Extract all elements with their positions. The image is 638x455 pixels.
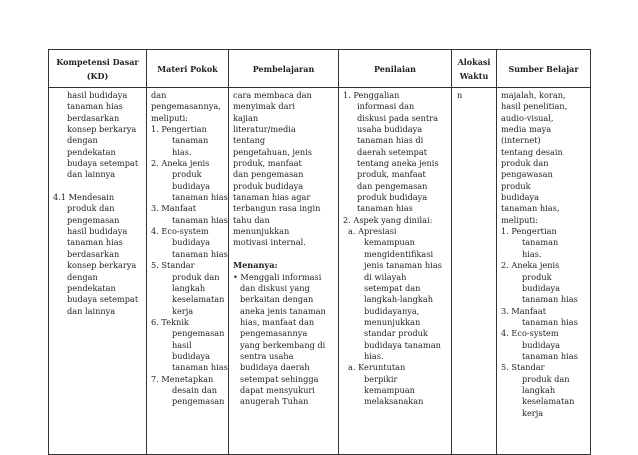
sumber-line: majalah, koran, — [501, 90, 566, 100]
kd-line: konsep berkarya — [67, 260, 137, 271]
sumber-line: produk dan — [522, 373, 570, 384]
pembelajaran-line: cara membaca dan — [233, 90, 312, 100]
sumber-line: produk dan — [501, 158, 549, 169]
sumber-line: tanaman — [522, 237, 559, 248]
header-pembelajaran: Pembelajaran — [229, 50, 339, 88]
sumber-line: hias. — [522, 248, 542, 259]
materi-line: pengemasan — [172, 396, 225, 407]
header-materi: Materi Pokok — [147, 50, 229, 88]
penilaian-line: berpikir — [364, 373, 398, 384]
pembelajaran-line: dan diskusi yang — [240, 282, 310, 293]
pembelajaran-line: tentang — [233, 135, 266, 146]
materi-line: 4. Eco-system — [151, 226, 209, 237]
materi-line: dan — [151, 90, 167, 100]
materi-line: pengemasan — [172, 328, 225, 339]
kd-line: budaya setempat — [67, 158, 139, 169]
penilaian-line: jenis tanaman hias — [364, 260, 442, 271]
penilaian-line: daerah setempat — [357, 146, 427, 157]
materi-line: budidaya — [172, 237, 211, 248]
sumber-line: produk — [522, 271, 552, 282]
sumber-line: audio-visual, — [501, 112, 554, 123]
pembelajaran-line: produk budidaya — [233, 180, 304, 191]
pembelajaran-line: terbangun rasa ingin — [233, 203, 321, 214]
sumber-line: media maya — [501, 124, 552, 135]
materi-line: meliputi: — [151, 112, 189, 123]
kd-line: dan lainnya — [67, 169, 116, 180]
penilaian-line: menunjukkan — [364, 316, 421, 327]
kd-cell — [49, 88, 147, 455]
penilaian-line: dan pengemasan — [357, 180, 428, 191]
pembelajaran-line: pengemasannya — [240, 328, 308, 339]
pembelajaran-line: anugerah Tuhan — [240, 396, 309, 407]
sumber-line: tanaman hias — [522, 316, 578, 327]
sumber-line: 5. Standar — [501, 362, 545, 373]
header-alokasi: Alokasi Waktu — [452, 50, 497, 88]
sumber-line: produk — [501, 180, 531, 191]
pembelajaran-line: berkaitan dengan — [240, 294, 314, 305]
kd-line: tanaman hias — [67, 237, 123, 248]
materi-cell — [147, 88, 229, 455]
pembelajaran-line: menunjukkan — [233, 226, 290, 237]
materi-line: 3. Manfaat — [151, 203, 197, 214]
sumber-line: budidaya — [501, 192, 540, 203]
kd-line: dan lainnya — [67, 305, 116, 316]
header-kd: Kompetensi Dasar (KD) — [49, 50, 147, 88]
materi-line: kerja — [172, 305, 194, 316]
penilaian-line: a. Apresiasi — [348, 226, 397, 237]
pembelajaran-line: produk, manfaat — [233, 158, 302, 169]
kd-line: dengan — [67, 271, 98, 282]
kd-line: hasil budidaya — [67, 226, 128, 237]
pembelajaran-line: hias, manfaat dan — [240, 316, 315, 327]
penilaian-line: kemampuan — [364, 384, 415, 395]
materi-line: hasil — [172, 339, 192, 350]
kd-line: konsep berkarya — [67, 124, 137, 135]
pembelajaran-line: yang berkembang di — [240, 339, 326, 350]
penilaian-line: hias. — [364, 350, 384, 361]
sumber-line: tanaman hias — [522, 350, 578, 361]
penilaian-line: budidaya tanaman — [364, 339, 441, 350]
pembelajaran-line: sentra usaha — [240, 350, 294, 361]
materi-line: tanaman hias — [172, 192, 228, 203]
materi-line: tanaman hias — [172, 362, 228, 373]
pembelajaran-line: pengetahuan, jenis — [233, 146, 313, 157]
materi-line: 1. Pengertian — [151, 124, 207, 135]
penilaian-line: mengidentifikasi — [364, 248, 434, 259]
sumber-line: 2. Aneka jenis — [501, 260, 560, 271]
sumber-line: tanaman hias, — [501, 203, 560, 214]
penilaian-line: produk budidaya — [357, 192, 428, 203]
penilaian-line: budidayanya, — [364, 305, 420, 316]
sumber-line: keselamatan — [522, 396, 575, 407]
penilaian-line: informasi dan — [357, 101, 415, 112]
penilaian-line: standar produk — [364, 328, 428, 339]
materi-line: desain dan — [172, 384, 218, 395]
kd-line: dengan — [67, 135, 98, 146]
kd-line: berdasarkan — [67, 112, 120, 123]
pembelajaran-line: dan pengemasan — [233, 169, 304, 180]
penilaian-line: usaha budidaya — [357, 124, 423, 135]
pembelajaran-line: setempat sehingga — [240, 373, 319, 384]
sumber-line: pengawasan — [501, 169, 553, 180]
sumber-line: 4. Eco-system — [501, 328, 559, 339]
penilaian-line: melaksanakan — [364, 396, 424, 407]
materi-line: pengemasannya, — [151, 101, 221, 112]
penilaian-line: langkah-langkah — [364, 294, 434, 305]
menanya-heading: Menanya: — [233, 260, 278, 271]
penilaian-line: 1. Penggalian — [343, 90, 400, 100]
sumber-line: (internet) — [501, 135, 541, 146]
materi-line: 7. Menetapkan — [151, 373, 214, 384]
penilaian-line: kemampuan — [364, 237, 415, 248]
pembelajaran-line: dapat mensyukuri — [240, 384, 315, 395]
sumber-line: hasil penelitian, — [501, 101, 568, 112]
sumber-line: tanaman hias — [522, 294, 578, 305]
penilaian-line: diskusi pada sentra — [357, 112, 438, 123]
pembelajaran-line: kajian — [233, 112, 259, 123]
sumber-cell — [497, 88, 591, 455]
materi-line: tanaman — [172, 135, 209, 146]
alokasi-line: n — [457, 90, 463, 100]
sumber-line: 1. Pengertian — [501, 226, 557, 237]
materi-line: langkah — [172, 282, 206, 293]
penilaian-line: produk, manfaat — [357, 169, 426, 180]
materi-line: hias. — [172, 146, 192, 157]
kd-line: pengemasan — [67, 214, 120, 225]
sumber-line: tentang desain — [501, 146, 563, 157]
materi-line: 6. Teknik — [151, 316, 189, 327]
pembelajaran-line: menyimak dari — [233, 101, 295, 112]
header-penilaian: Penilaian — [339, 50, 452, 88]
kd-line: budaya setempat — [67, 294, 139, 305]
penilaian-line: tentang aneka jenis — [357, 158, 439, 169]
penilaian-line: di wilayah — [364, 271, 407, 282]
header-row — [49, 50, 591, 88]
penilaian-line: setempat dan — [364, 282, 421, 293]
pembelajaran-line: literatur/media — [233, 124, 296, 135]
materi-line: 2. Aneka jenis — [151, 158, 210, 169]
pembelajaran-line: aneka jenis tanaman — [240, 305, 326, 316]
penilaian-line: 2. Aspek yang dinilai: — [343, 214, 433, 225]
sumber-line: budidaya — [522, 339, 561, 350]
penilaian-cell — [339, 88, 452, 455]
kd-line: pendekatan — [67, 146, 116, 157]
materi-line: budidaya — [172, 350, 211, 361]
header-sumber: Sumber Belajar — [497, 50, 591, 88]
sumber-line: kerja — [522, 407, 544, 418]
alokasi-cell — [452, 88, 497, 455]
materi-line: 5. Standar — [151, 260, 195, 271]
pembelajaran-cell — [229, 88, 339, 455]
pembelajaran-line: • Menggali informasi — [233, 271, 322, 282]
kd-line: hasil budidaya — [67, 90, 128, 100]
kd-line: produk dan — [67, 203, 115, 214]
penilaian-line: a. Keruntutan — [348, 362, 406, 373]
kd-line: tanaman hias — [67, 101, 123, 112]
pembelajaran-line: tahu dan — [233, 214, 270, 225]
sumber-line: meliputi: — [501, 214, 539, 225]
sumber-line: 3. Manfaat — [501, 305, 547, 316]
materi-line: tanaman hias — [172, 248, 228, 259]
materi-line: budidaya — [172, 180, 211, 191]
materi-line: produk — [172, 169, 202, 180]
kd-line: 4.1 Mendesain — [53, 192, 115, 203]
materi-line: keselamatan — [172, 294, 225, 305]
kd-line: berdasarkan — [67, 248, 120, 259]
pembelajaran-line: tanaman hias agar — [233, 192, 311, 203]
penilaian-line: tanaman hias — [357, 203, 413, 214]
syllabus-table — [48, 49, 591, 455]
materi-line: produk dan — [172, 271, 220, 282]
pembelajaran-line: motivasi internal. — [233, 237, 306, 248]
kd-line: pendekatan — [67, 282, 116, 293]
penilaian-line: tanaman hias di — [357, 135, 424, 146]
sumber-line: budidaya — [522, 282, 561, 293]
pembelajaran-line: budidaya daerah — [240, 362, 310, 373]
sumber-line: langkah — [522, 384, 556, 395]
materi-line: tanaman hias — [172, 214, 228, 225]
content-row — [49, 88, 591, 455]
